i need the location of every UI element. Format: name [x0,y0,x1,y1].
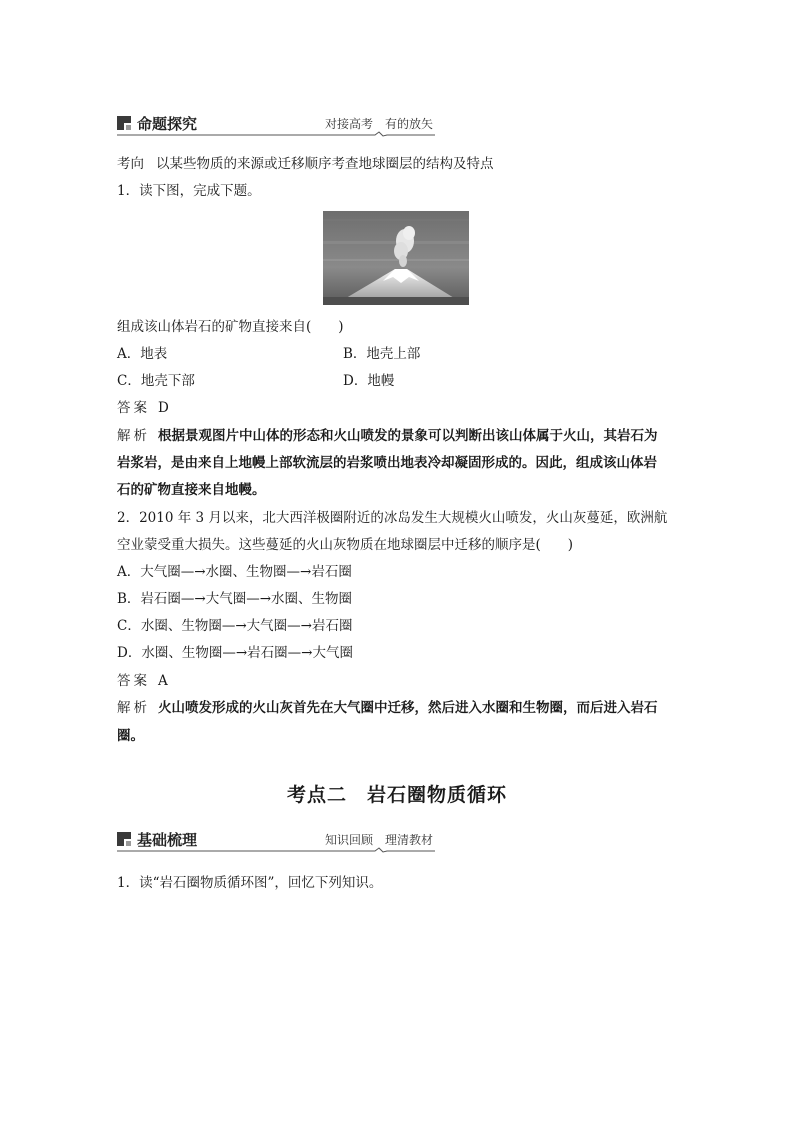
q2-analysis-line-2: 圈。 [117,728,144,744]
q1-analysis-text: 根据景观图片中山体的形态和火山喷发的景象可以判断出该山体属于火山，其岩石为 [158,428,658,444]
q1-analysis-line-1 [117,426,658,446]
q2-analysis-label: 解析 [117,700,150,716]
q2-option-d: D．水圈、生物圈—→岩石圈—→大气圈 [117,645,353,661]
topic-label: 考向 [117,156,144,172]
q2-answer-label: 答案 [117,673,150,689]
section-title: 基础梳理 [137,831,198,849]
q1-analysis-label: 解析 [117,428,150,444]
q2-stem-line-1: 2．2010 年 3 月以来，北大西洋极圈附近的冰岛发生大规模火山喷发，火山灰蔓延，欧洲航 [117,510,668,526]
kaodian-heading: 考点二 岩石圈物质循环 [286,784,507,806]
q2-analysis-text: 火山喷发形成的火山灰首先在大气圈中迁移，然后进入水圈和生物圈，而后进入岩石 [158,700,658,716]
section-rule [117,847,435,853]
section-subtitle: 对接高考 有的放矢 [325,117,434,131]
q2-option-b: B．岩石圈—→大气圈—→水圈、生物圈 [117,591,353,607]
q1-answer-line [117,398,169,418]
q1-option-a: A．地表 [117,346,168,362]
q2-answer-line [117,671,168,691]
q1-answer-label: 答案 [117,400,150,416]
q3-text: 1．读“岩石圈物质循环图”，回忆下列知识。 [117,875,383,891]
section-square-icon [117,832,131,846]
topic-text: 以某些物质的来源或迁移顺序考查地球圈层的结构及特点 [156,156,494,172]
section-square-icon [117,116,131,130]
section-title: 命题探究 [137,115,198,133]
q2-option-a: A．大气圈—→水圈、生物圈—→岩石圈 [117,564,352,580]
q1-analysis-line-3: 石的矿物直接来自地幔。 [117,482,266,498]
q2-stem-line-2: 空业蒙受重大损失。这些蔓延的火山灰物质在地球圈层中迁移的顺序是( ) [117,537,574,553]
q1-answer-value: D [158,400,169,416]
section-subtitle: 知识回顾 理清教材 [325,833,434,847]
q1-option-c: C．地壳下部 [117,373,195,389]
q2-option-c: C．水圈、生物圈—→大气圈—→岩石圈 [117,618,353,634]
topic-line [117,154,494,174]
q1-stem: 组成该山体岩石的矿物直接来自( ) [117,319,344,335]
q1-option-d: D．地幔 [343,373,395,389]
volcano-image [323,211,469,305]
section-header-mingti [117,112,435,136]
section-header-jichu [117,828,435,852]
q1-option-b: B．地壳上部 [343,346,421,362]
q1-intro: 1．读下图，完成下题。 [117,183,261,199]
q2-analysis-line-1 [117,698,658,718]
q1-analysis-line-2: 岩浆岩，是由来自上地幔上部软流层的岩浆喷出地表冷却凝固形成的。因此，组成该山体岩 [117,455,657,471]
section-rule [117,131,435,137]
q2-answer-value: A [158,673,168,689]
